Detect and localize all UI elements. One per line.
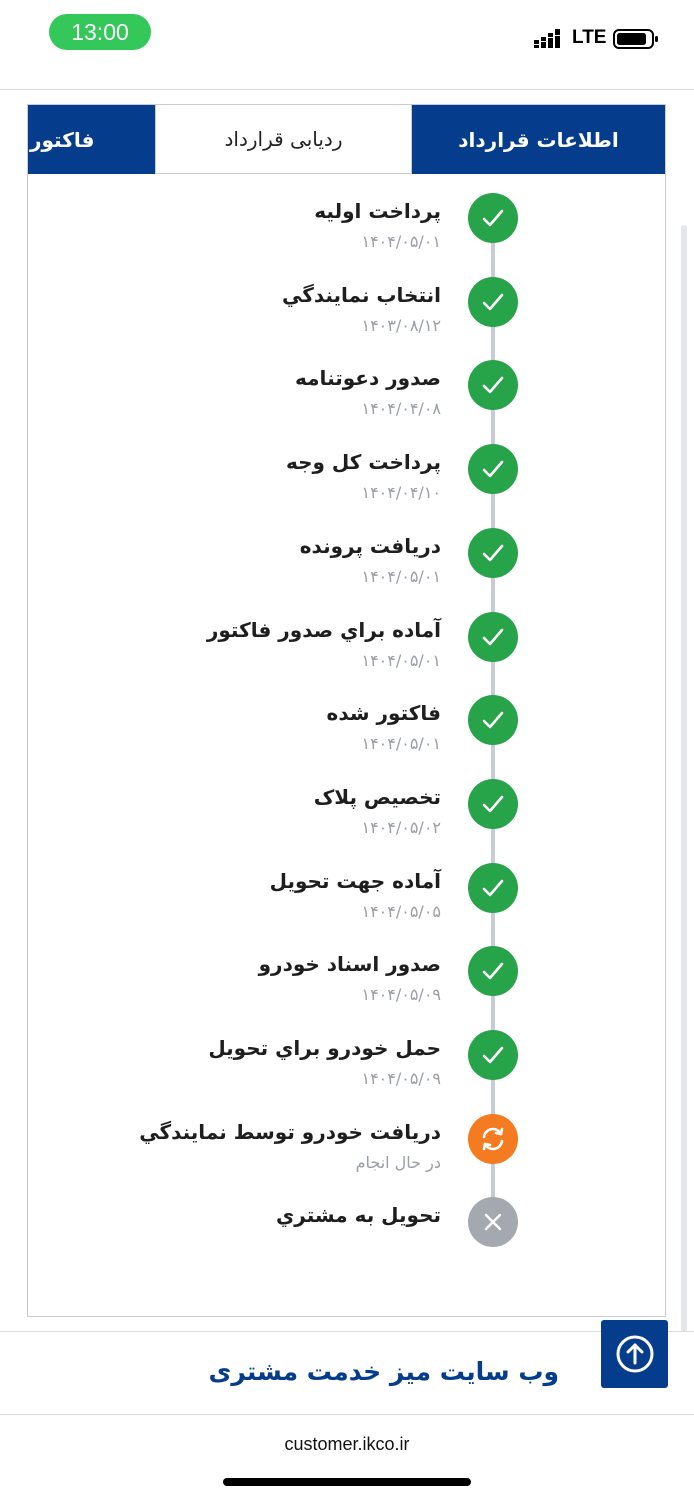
step-status-check-icon: [468, 528, 518, 578]
step-status-sync-icon: [468, 1114, 518, 1164]
arrow-up-icon: [615, 1334, 655, 1374]
scroll-top-button[interactable]: [601, 1320, 668, 1388]
step-status-check-icon: [468, 612, 518, 662]
step-title: تخصيص پلاک: [313, 785, 441, 809]
check-icon: [479, 371, 507, 399]
site-url[interactable]: customer.ikco.ir: [284, 1434, 410, 1454]
sync-icon: [478, 1124, 508, 1154]
home-indicator: [223, 1478, 471, 1486]
step-title: صدور دعوتنامه: [295, 366, 441, 390]
step-date: ۱۴۰۴/۰۵/۰۱: [361, 734, 441, 753]
step-title: دريافت پرونده: [299, 534, 441, 558]
step-date: ۱۴۰۴/۰۴/۰۸: [361, 399, 441, 418]
step-status-check-icon: [468, 277, 518, 327]
step-title: فاكتور شده: [326, 701, 441, 725]
cellular-signal-icon: [534, 29, 564, 48]
step-title: آماده براي صدور فاكتور: [206, 618, 441, 642]
page-scrollbar[interactable]: [681, 225, 687, 1405]
step-date: ۱۴۰۴/۰۴/۱۰: [361, 483, 441, 502]
footer-title: وب سایت میز خدمت مشتری: [208, 1357, 559, 1386]
step-date: ۱۴۰۴/۰۵/۰۹: [361, 1069, 441, 1088]
step-title: حمل خودرو براي تحويل: [208, 1036, 441, 1060]
step-title: پرداخت اوليه: [314, 199, 441, 223]
step-date: ۱۴۰۴/۰۵/۰۲: [361, 818, 441, 837]
step-title: پرداخت کل وجه: [285, 450, 441, 474]
step-title: دريافت خودرو توسط نمايندگي: [139, 1120, 441, 1144]
check-icon: [479, 790, 507, 818]
check-icon: [479, 874, 507, 902]
tab-bar: [28, 105, 665, 174]
close-icon: [481, 1210, 505, 1234]
status-bar: [0, 0, 694, 90]
check-icon: [479, 539, 507, 567]
step-title: تحويل به مشتري: [275, 1203, 441, 1227]
step-status-close-icon: [468, 1197, 518, 1247]
check-icon: [479, 455, 507, 483]
tab-invoice[interactable]: فاکتور: [28, 105, 155, 174]
step-date: ۱۴۰۴/۰۵/۰۵: [361, 902, 441, 921]
battery-icon: [613, 28, 659, 50]
step-status-check-icon: [468, 193, 518, 243]
step-date: ۱۴۰۳/۰۸/۱۲: [361, 316, 441, 335]
check-icon: [479, 1041, 507, 1069]
step-date: ۱۴۰۴/۰۵/۰۹: [361, 985, 441, 1004]
step-title: آماده جهت تحويل: [269, 869, 441, 893]
step-status-check-icon: [468, 946, 518, 996]
check-icon: [479, 957, 507, 985]
step-status-check-icon: [468, 444, 518, 494]
step-date: ۱۴۰۴/۰۵/۰۱: [361, 651, 441, 670]
step-date: ۱۴۰۴/۰۵/۰۱: [361, 232, 441, 251]
step-status-check-icon: [468, 779, 518, 829]
network-type: LTE: [572, 27, 607, 48]
step-status-text: در حال انجام: [355, 1153, 441, 1172]
step-status-check-icon: [468, 1030, 518, 1080]
step-status-check-icon: [468, 695, 518, 745]
tab-contract-info[interactable]: اطلاعات قرارداد: [412, 105, 665, 174]
step-status-check-icon: [468, 863, 518, 913]
status-time: 13:00: [49, 14, 151, 50]
check-icon: [479, 288, 507, 316]
step-title: انتخاب نمايندگي: [281, 283, 441, 307]
step-title: صدور اسناد خودرو: [258, 952, 441, 976]
step-date: ۱۴۰۴/۰۵/۰۱: [361, 567, 441, 586]
check-icon: [479, 706, 507, 734]
check-icon: [479, 623, 507, 651]
tab-contract-tracking[interactable]: ردیابی قرارداد: [155, 105, 412, 174]
check-icon: [479, 204, 507, 232]
step-status-check-icon: [468, 360, 518, 410]
